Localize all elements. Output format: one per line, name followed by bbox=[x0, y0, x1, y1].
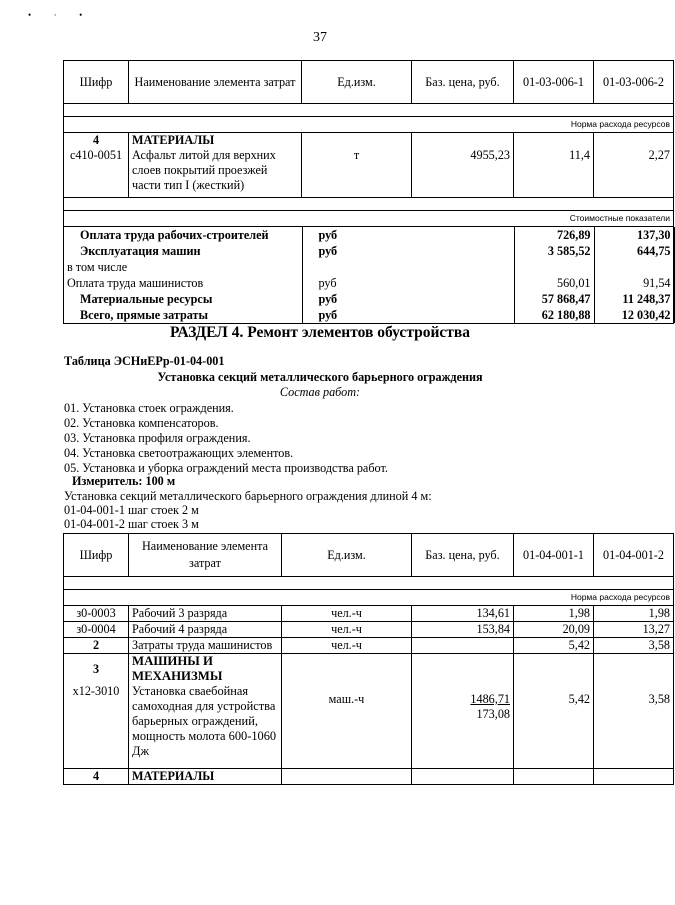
labor-row bbox=[64, 638, 674, 654]
header-col1: 01-04-001-1 bbox=[514, 534, 594, 577]
cost-v1: 3 585,52 bbox=[514, 243, 594, 259]
materials-desc: Асфальт литой для верхних слоев покрытий проезжей части тип I (жесткий) bbox=[132, 148, 276, 192]
cost-v2: 137,30 bbox=[594, 227, 674, 243]
work-item: 02. Установка компенсаторов. bbox=[64, 416, 219, 430]
materials2-title: МАТЕРИАЛЫ bbox=[129, 769, 282, 785]
machines-price2: 173,08 bbox=[476, 707, 510, 721]
labor-unit: чел.-ч bbox=[282, 638, 412, 654]
materials-v1: 11,4 bbox=[514, 133, 594, 198]
row2-price: 153,84 bbox=[412, 622, 514, 638]
install-desc: Установка секций металлического барьерного ограждения длиной 4 м: bbox=[64, 489, 432, 503]
cost-name: Оплата труда рабочих-строителей bbox=[64, 227, 302, 243]
header-col1: 01-03-006-1 bbox=[514, 61, 594, 104]
work-item: 03. Установка профиля ограждения. bbox=[64, 431, 251, 445]
materials-title: МАТЕРИАЛЫ bbox=[132, 133, 215, 147]
cost-v1: 726,89 bbox=[514, 227, 594, 243]
machines-num: 3 bbox=[92, 662, 100, 676]
materials2-row bbox=[64, 769, 674, 785]
cost-name: в том числе bbox=[64, 259, 302, 275]
cost-unit: руб bbox=[302, 227, 514, 243]
cost-name: Всего, прямые затраты bbox=[64, 307, 302, 323]
cost-v1: 57 868,47 bbox=[514, 291, 594, 307]
variant-2: 01-04-001-2 шаг стоек 3 м bbox=[64, 517, 199, 531]
header-price: Баз. цена, руб. bbox=[412, 61, 514, 104]
header-price: Баз. цена, руб. bbox=[412, 534, 514, 577]
labor-v2: 3,58 bbox=[594, 638, 674, 654]
machines-price: 1486,71 bbox=[470, 692, 510, 706]
header-name: Наименование элемента затрат bbox=[129, 61, 302, 104]
materials-unit: т bbox=[302, 133, 412, 198]
row1-price: 134,61 bbox=[412, 606, 514, 622]
works-title: Состав работ: bbox=[279, 385, 361, 399]
row2-v1: 20,09 bbox=[514, 622, 594, 638]
cost-unit: руб bbox=[302, 275, 514, 291]
row1-v1: 1,98 bbox=[514, 606, 594, 622]
meter: Измеритель: 100 м bbox=[72, 474, 176, 488]
cost-name: Оплата труда машинистов bbox=[64, 275, 302, 291]
cost-v2: 91,54 bbox=[594, 275, 674, 291]
machines-desc: Установка сваебойная самоходная для устройства барьерных ограждений, мощность молота 600-1060 Дж bbox=[132, 684, 277, 758]
cost-row bbox=[64, 275, 674, 291]
cost-label: Стоимостные показатели bbox=[64, 211, 674, 227]
work-item: 01. Установка стоек ограждения. bbox=[64, 401, 234, 415]
cost-unit: руб bbox=[302, 243, 514, 259]
cost-v1: 560,01 bbox=[514, 275, 594, 291]
cost-row bbox=[64, 307, 674, 323]
row2-name: Рабочий 4 разряда bbox=[129, 622, 282, 638]
header-code: Шифр bbox=[64, 534, 129, 577]
cost-name: Материальные ресурсы bbox=[64, 291, 302, 307]
cost-v2: 12 030,42 bbox=[594, 307, 674, 323]
cost-row bbox=[64, 227, 674, 243]
cost-v2: 644,75 bbox=[594, 243, 674, 259]
row2-v2: 13,27 bbox=[594, 622, 674, 638]
works-list bbox=[64, 401, 388, 476]
cost-name: Эксплуатация машин bbox=[64, 243, 302, 259]
work-item: 05. Установка и уборка ограждений места производства работ. bbox=[64, 461, 388, 475]
cost-v2: 11 248,37 bbox=[594, 291, 674, 307]
row1-code: з0-0003 bbox=[64, 606, 129, 622]
cost-row bbox=[64, 243, 674, 259]
materials-price: 4955,23 bbox=[412, 133, 514, 198]
cost-block bbox=[64, 227, 675, 323]
table-row bbox=[64, 606, 674, 622]
work-item: 04. Установка светоотражающих элементов. bbox=[64, 446, 294, 460]
row1-unit: чел.-ч bbox=[282, 606, 412, 622]
row1-name: Рабочий 3 разряда bbox=[129, 606, 282, 622]
cost-unit: руб bbox=[302, 291, 514, 307]
table-id: Таблица ЭСНиЕРр-01-04-001 bbox=[64, 354, 225, 368]
variant-1: 01-04-001-1 шаг стоек 2 м bbox=[64, 503, 199, 517]
header-col2: 01-04-001-2 bbox=[594, 534, 674, 577]
materials-code: с410-0051 bbox=[69, 148, 123, 162]
section-title: РАЗДЕЛ 4. Ремонт элементов обустройства bbox=[169, 324, 471, 341]
page-number: 37 bbox=[313, 30, 327, 45]
row2-unit: чел.-ч bbox=[282, 622, 412, 638]
materials-num: 4 bbox=[92, 133, 100, 147]
labor-name: Затраты труда машинистов bbox=[129, 638, 282, 654]
materials-v2: 2,27 bbox=[594, 133, 674, 198]
machines-row bbox=[64, 654, 674, 769]
row2-code: з0-0004 bbox=[64, 622, 129, 638]
cost-v2 bbox=[594, 259, 674, 275]
machines-v2: 3,58 bbox=[594, 654, 674, 769]
cost-v1: 62 180,88 bbox=[514, 307, 594, 323]
machines-title: МАШИНЫ И МЕХАНИЗМЫ bbox=[132, 654, 223, 683]
cost-row bbox=[64, 291, 674, 307]
norm-label: Норма расхода ресурсов bbox=[64, 117, 674, 133]
cost-v1 bbox=[514, 259, 594, 275]
cost-unit bbox=[302, 259, 514, 275]
table2-header-row bbox=[64, 534, 674, 577]
header-code: Шифр bbox=[64, 61, 129, 104]
machines-v1: 5,42 bbox=[514, 654, 594, 769]
table-resources-01-04-001 bbox=[63, 533, 674, 785]
labor-v1: 5,42 bbox=[514, 638, 594, 654]
machines-unit: маш.-ч bbox=[282, 654, 412, 769]
row1-v2: 1,98 bbox=[594, 606, 674, 622]
cost-row bbox=[64, 259, 674, 275]
labor-num: 2 bbox=[64, 638, 129, 654]
header-unit: Ед.изм. bbox=[282, 534, 412, 577]
table-resources-01-03-006 bbox=[63, 60, 674, 324]
header-name: Наименование элемента затрат bbox=[129, 534, 282, 577]
header-unit: Ед.изм. bbox=[302, 61, 412, 104]
materials-row bbox=[64, 133, 674, 198]
table-title: Установка секций металлического барьерного ограждения bbox=[157, 370, 483, 384]
header-col2: 01-03-006-2 bbox=[594, 61, 674, 104]
table-row bbox=[64, 622, 674, 638]
cost-unit: руб bbox=[302, 307, 514, 323]
norm-label-2: Норма расхода ресурсов bbox=[64, 590, 674, 606]
table1-header-row bbox=[64, 61, 674, 104]
machines-code: х12-3010 bbox=[72, 684, 120, 698]
materials2-num: 4 bbox=[64, 769, 129, 785]
scan-dots: • · • bbox=[28, 10, 89, 20]
